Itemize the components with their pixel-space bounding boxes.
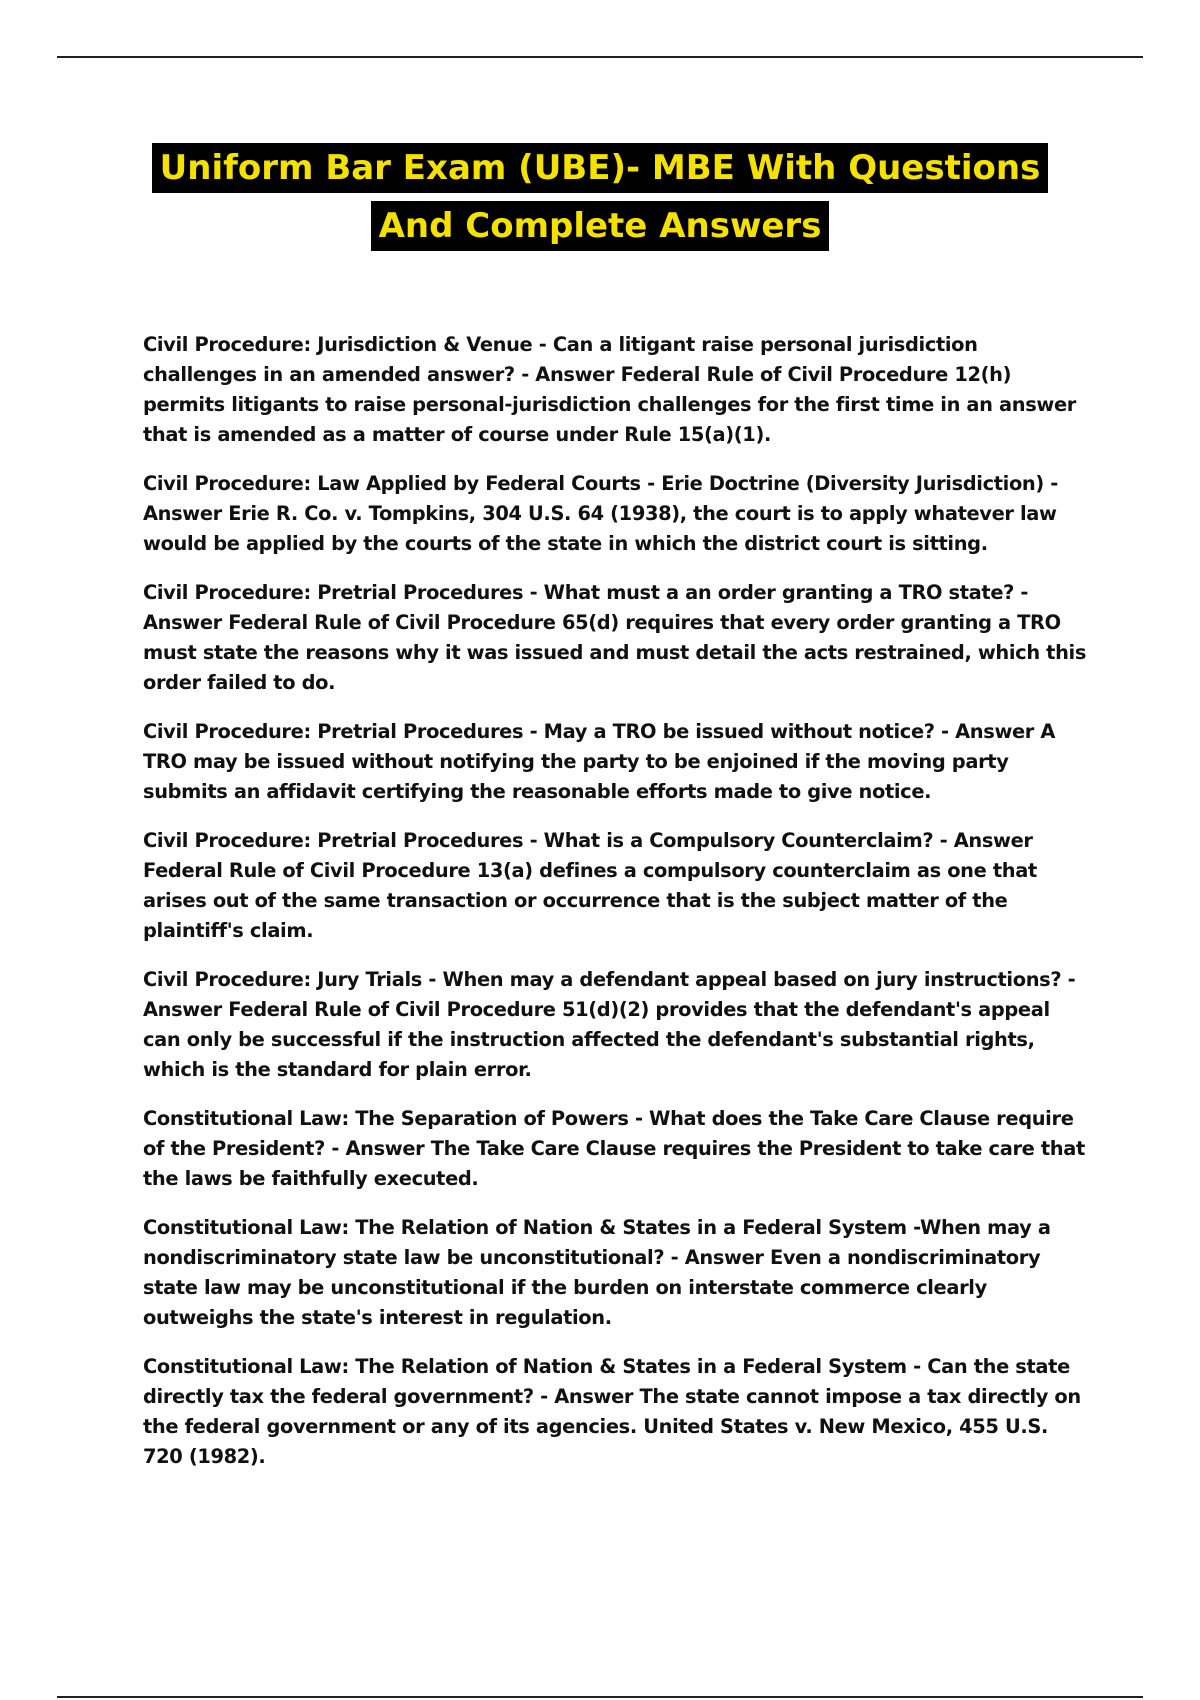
question-answer-list [143,330,1091,1491]
qa-entry-4: Civil Procedure: Pretrial Procedures - May a TRO be issued without notice? - Answer A TRO may be issued without notifying the party to be enjoined if the moving party submits an affidavit certifying the reasonable efforts made to give notice. [143,720,1056,803]
qa-entry-5: Civil Procedure: Pretrial Procedures - What is a Compulsory Counterclaim? - Answer Federal Rule of Civil Procedure 13(a) defines a compulsory counterclaim as one that arises out of the same transaction or occurrence that is the subject matter of the plaintiff's claim. [143,829,1037,942]
document-title [0,143,1200,251]
qa-entry-7: Constitutional Law: The Separation of Powers - What does the Take Care Clause require of the President? - Answer The Take Care Clause requires the President to take care that the laws be faithfully executed. [143,1107,1085,1190]
qa-entry-1: Civil Procedure: Jurisdiction & Venue - Can a litigant raise personal jurisdiction challenges in an amended answer? - Answer Federal Rule of Civil Procedure 12(h) permits litigants to raise personal-jurisdiction challenges for the first time in an answer that is amended as a matter of course under Rule 15(a)(1). [143,333,1076,446]
title-line-1: Uniform Bar Exam (UBE)- MBE With Questions [152,143,1049,193]
qa-entry-3: Civil Procedure: Pretrial Procedures - What must a an order granting a TRO state? - Answer Federal Rule of Civil Procedure 65(d) requires that every order granting a TRO must state the reasons why it was issued and must detail the acts restrained, which this order failed to do. [143,581,1087,694]
top-divider [57,56,1143,58]
bottom-divider [57,1696,1143,1698]
qa-entry-8: Constitutional Law: The Relation of Nation & States in a Federal System -When may a nondiscriminatory state law be unconstitutional? - Answer Even a nondiscriminatory state law may be unconstitutional if the burden on interstate commerce clearly outweighs the state's interest in regulation. [143,1216,1051,1329]
qa-entry-6: Civil Procedure: Jury Trials - When may a defendant appeal based on jury instructions? - Answer Federal Rule of Civil Procedure 51(d)(2) provides that the defendant's appeal can only be successful if the instruction affected the defendant's substantial rights, which is the standard for plain error. [143,968,1076,1081]
qa-entry-9: Constitutional Law: The Relation of Nation & States in a Federal System - Can the state directly tax the federal government? - Answer The state cannot impose a tax directly on the federal government or any of its agencies. United States v. New Mexico, 455 U.S. 720 (1982). [143,1355,1081,1468]
title-line-2: And Complete Answers [371,201,830,251]
qa-entry-2: Civil Procedure: Law Applied by Federal Courts - Erie Doctrine (Diversity Jurisdiction) - Answer Erie R. Co. v. Tompkins, 304 U.S. 64 (1938), the court is to apply whatever law would be applied by the courts of the state in which the district court is sitting. [143,472,1058,555]
